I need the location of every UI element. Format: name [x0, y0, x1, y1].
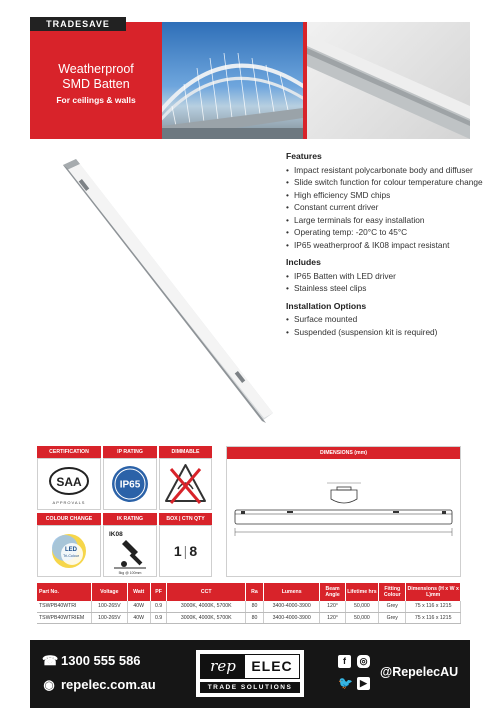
feature-item: • Operating temp: -20°C to 45°C — [286, 226, 486, 239]
website-url: repelec.com.au — [61, 677, 156, 692]
ik08-impact-icon — [104, 526, 156, 576]
colour-change-cell — [37, 525, 101, 577]
table-header-row — [37, 583, 461, 601]
ik-rating-cell — [103, 525, 157, 577]
ik-value-text: IK08 — [109, 531, 123, 538]
footer — [30, 640, 470, 708]
box-ctn-label: BOX | CTN QTY — [159, 513, 212, 525]
cell-dimensions: 75 x 116 x 1215 — [406, 601, 461, 612]
banner-title-line2: SMD Batten — [62, 77, 130, 91]
website-link[interactable] — [42, 677, 156, 693]
ik-rating-label: IK RATING — [103, 513, 157, 525]
cell-voltage: 100-265V — [92, 612, 128, 623]
cell-beam-angle: 120° — [320, 612, 345, 623]
cell-cct: 3000K, 4000K, 5700K — [167, 612, 246, 623]
cell-pf: 0.9 — [150, 612, 167, 623]
facebook-icon[interactable]: f — [338, 655, 351, 668]
tri-colour-led-icon — [38, 526, 100, 576]
col-pf: PF — [150, 583, 167, 601]
repelec-logo — [196, 650, 304, 697]
installation-item: • Suspended (suspension kit is required) — [286, 326, 486, 339]
includes-item: • Stainless steel clips — [286, 282, 486, 295]
cell-fitting-colour: Grey — [379, 612, 406, 623]
ik-note-text: 5kg @ 100mm — [118, 571, 142, 575]
box-qty: 1 — [173, 543, 182, 559]
logo-rep: rep — [201, 655, 245, 678]
cell-watt: 40W — [127, 612, 150, 623]
brand-badge: TRADESAVE — [30, 17, 126, 31]
cell-pf: 0.9 — [150, 601, 167, 612]
cell-ra: 80 — [246, 612, 264, 623]
twitter-icon[interactable]: 🐦 — [338, 676, 353, 690]
logo-tagline: TRADE SOLUTIONS — [200, 682, 300, 693]
table-row — [37, 612, 461, 623]
includes-heading: Includes — [286, 257, 321, 267]
features-heading: Features — [286, 151, 322, 161]
spec-icons-panel — [37, 446, 212, 577]
saa-approval-icon — [38, 459, 100, 509]
cell-lumens: 3400-4000-3900 — [263, 601, 320, 612]
ip-value-text: IP65 — [119, 479, 141, 491]
cell-beam-angle: 120° — [320, 601, 345, 612]
product-spec-table — [37, 583, 461, 624]
installation-list — [286, 313, 486, 338]
cell-lifetime: 50,000 — [345, 612, 379, 623]
globe-pointer-icon: ◉ — [43, 677, 55, 692]
logo-wordmark — [200, 654, 300, 679]
col-ra: Ra — [246, 583, 264, 601]
feature-item: • IP65 weatherproof & IK08 impact resistant — [286, 239, 486, 252]
dimensions-label: DIMENSIONS (mm) — [227, 447, 460, 459]
includes-item: • IP65 Batten with LED driver — [286, 270, 486, 283]
col-voltage: Voltage — [92, 583, 128, 601]
col-dimensions: Dimensions (H x W x L)mm — [406, 583, 461, 601]
social-handle[interactable]: @RepelecAU — [380, 665, 459, 679]
installation-item: • Surface mounted — [286, 313, 486, 326]
col-lumens: Lumens — [263, 583, 320, 601]
col-fitting-colour: Fitting Colour — [379, 583, 406, 601]
cell-ra: 80 — [246, 601, 264, 612]
header-banner — [30, 22, 470, 139]
saa-sub-text: APPROVALS — [52, 500, 86, 505]
cell-lumens: 3400-4000-3900 — [263, 612, 320, 623]
social-icons — [338, 652, 372, 696]
qty-divider: | — [183, 543, 188, 559]
batten-photo — [307, 22, 470, 139]
phone-icon: ☎ — [42, 653, 59, 668]
ctn-qty: 8 — [189, 543, 198, 559]
banner-subtitle: For ceilings & walls — [56, 95, 136, 105]
features-section — [286, 150, 486, 338]
dimensions-panel — [226, 446, 461, 577]
banner-title-block — [30, 62, 162, 105]
product-image — [48, 155, 278, 425]
colour-change-label: COLOUR CHANGE — [37, 513, 101, 525]
cell-part-no: TSWPB40WTRIEM — [37, 612, 92, 623]
feature-item: • Constant current driver — [286, 201, 486, 214]
feature-item: • Impact resistant polycarbonate body and diffuser — [286, 164, 486, 177]
cell-watt: 40W — [127, 601, 150, 612]
col-beam-angle: Beam Angle — [320, 583, 345, 601]
ip-rating-cell — [103, 458, 157, 510]
cell-dimensions: 75 x 116 x 1215 — [406, 612, 461, 623]
logo-elec: ELEC — [251, 658, 293, 674]
dimmable-label: DIMMABLE — [159, 446, 212, 458]
feature-item: • High efficiency SMD chips — [286, 189, 486, 202]
certification-label: CERTIFICATION — [37, 446, 101, 458]
col-lifetime: Lifetime hrs — [345, 583, 379, 601]
not-dimmable-icon — [160, 459, 211, 509]
feature-item: • Slide switch function for colour temperature change — [286, 176, 486, 189]
table-row — [37, 601, 461, 612]
cell-cct: 3000K, 4000K, 5700K — [167, 601, 246, 612]
phone-number: 1300 555 586 — [61, 653, 141, 668]
box-ctn-cell — [159, 525, 212, 577]
col-part-no: Part No. — [37, 583, 92, 601]
feature-item: • Large terminals for easy installation — [286, 214, 486, 227]
ip65-icon — [104, 459, 156, 509]
instagram-icon[interactable]: ◎ — [357, 655, 370, 668]
col-watt: Watt — [127, 583, 150, 601]
cell-lifetime: 50,000 — [345, 601, 379, 612]
banner-title-line1: Weatherproof — [58, 62, 134, 76]
cell-part-no: TSWPB40WTRI — [37, 601, 92, 612]
cell-fitting-colour: Grey — [379, 601, 406, 612]
features-list — [286, 164, 486, 252]
led-sub-text: Tri-Colour — [63, 554, 79, 558]
certification-cell — [37, 458, 101, 510]
dimmable-cell — [159, 458, 212, 510]
ip-rating-label: IP RATING — [103, 446, 157, 458]
includes-list — [286, 270, 486, 295]
cell-voltage: 100-265V — [92, 601, 128, 612]
col-cct: CCT — [167, 583, 246, 601]
saa-text: SAA — [56, 475, 82, 489]
installation-heading: Installation Options — [286, 300, 367, 311]
youtube-icon[interactable]: ▶ — [357, 677, 370, 690]
phone-contact[interactable] — [42, 653, 141, 669]
led-text: LED — [65, 547, 77, 553]
dimensions-diagram — [227, 461, 460, 576]
bridge-photo — [162, 22, 303, 139]
